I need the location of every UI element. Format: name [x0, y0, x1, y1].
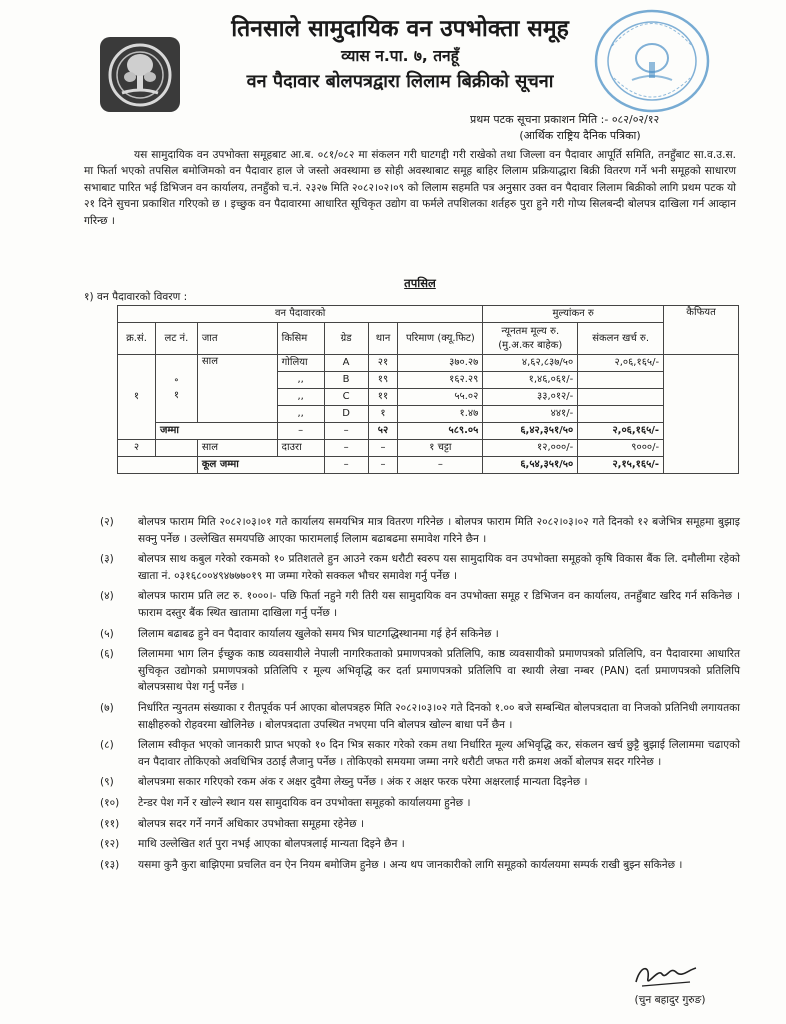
signer-name: (चुन बहादुर गुरुङ) [634, 994, 706, 1006]
row-volume-cell: १ चट्टा [398, 440, 483, 457]
col-pieces-header: थान [368, 323, 398, 355]
condition-text: बोलपत्र साथ कबुल गरेको रकमको १० प्रतिशतले हुन आउने रकम धरौटी स्वरुप यस सामुदायिक वन उपभोक्ता समूहको कृषि विकास बैंक लि. दमौलीमा रहेको खाता नं. ०३१६८००४९४७७७०१९ मा जम्मा गरेको सक्कल भौचर समावेश गर्नु पर्नेछ । [138, 553, 740, 582]
list-item [100, 646, 740, 696]
condition-number: (२) [100, 516, 114, 528]
row-type-cell: ,, [277, 406, 324, 423]
lot-number: १ [173, 389, 180, 401]
lot-mark: ॰ [174, 375, 179, 387]
row-minprice-cell: १,४६,०६१/- [483, 372, 578, 389]
row-type-cell: ,, [277, 389, 324, 406]
forest-product-table [117, 305, 739, 474]
subtotal-type: – [277, 423, 324, 440]
condition-text: टेन्डर पेश गर्ने र खोल्ने स्थान यस सामुदायिक वन उपभोक्ता समूहको कार्यालयमा हुनेछ । [138, 796, 471, 809]
table-column-header-row [118, 323, 739, 355]
row-sn-cell: २ [118, 440, 156, 457]
list-item [100, 795, 740, 812]
condition-text: बोलपत्र सदर गर्ने नगर्ने अधिकार उपभोक्ता समूहमा रहेनेछ । [138, 817, 364, 830]
condition-text: यसमा कुनै कुरा बाझिएमा प्रचलित वन ऐन नियम बमोजिम हुनेछ । अन्य थप जानकारीको लागि समूहको कार्यलयमा सम्पर्क राखी बुझ्न सकिनेछ । [138, 858, 683, 871]
list-item [100, 626, 740, 643]
official-seal-stamp [592, 6, 712, 116]
row-minprice-cell: ४,६२,८३७/५० [483, 355, 578, 372]
subtotal-grade: – [324, 423, 368, 440]
organization-title: तिनसाले सामुदायिक वन उपभोक्ता समूह [231, 16, 569, 42]
col-grade-header: ग्रेड [324, 323, 368, 355]
condition-text: बोलपत्र फाराम मिति २०८२।०३।०१ गते कार्यालय समयभित्र मात्र वितरण गरिनेछ । बोलपत्र फाराम मिति २०८२।०३।०२ गते दिनको १२ बजेभित्र समूहमा बुझाइ सक्नु पर्नेछ । उल्लेखित समयपछि आएका फारामलाई लिलाम बढाबढमा समावेश गरिने छैन । [138, 516, 740, 545]
publication-paper: (आर्थिक राष्ट्रिय दैनिक पत्रिका) [519, 129, 641, 142]
col-type-header: किसिम [277, 323, 324, 355]
row-pieces-cell: – [368, 440, 398, 457]
condition-text: बोलपत्रमा सकार गरिएको रकम अंक र अक्षर दुवैमा लेख्नु पर्नेछ । अंक र अक्षर फरक परेमा अक्षरलाई मान्यता दिइनेछ । [138, 776, 588, 789]
row-grade-cell: C [324, 389, 368, 406]
row-type-cell: ,, [277, 372, 324, 389]
grand-total-pieces: – [368, 457, 398, 474]
grand-total-volume: – [398, 457, 483, 474]
table-row [118, 355, 739, 372]
organization-logo [100, 37, 180, 112]
condition-text: निर्धारित न्युनतम संख्याका र रीतपूर्वक पर्न आएका बोलपत्रहरु मिति २०८२।०३।०२ गते दिनको १.०० बजे सम्बन्धित बोलपत्रदाता वा निजको प्रतिनिधी लगायतका साक्षीहरुको रोहवरमा खोलिनेछ । बोलपत्रदाता उपस्थित नभएमा पनि बोलपत्र खोल्न बाधा पर्ने छैन । [138, 701, 740, 731]
subtotal-minprice: ६,४२,३५१/५० [483, 423, 578, 440]
row-type-cell: दाउरा [277, 440, 324, 457]
condition-number: (१२) [100, 838, 120, 851]
group-value-header: मुल्यांकन रु [483, 306, 664, 323]
list-item [100, 836, 740, 853]
col-lot-header: लट नं. [155, 323, 197, 355]
condition-number: (११) [100, 817, 120, 830]
row-minprice-cell: ४४१/- [483, 406, 578, 423]
condition-text: लिलाम स्वीकृत भएको जानकारी प्राप्त भएको १० दिन भित्र सकार गरेको रकम तथा निर्धारित मूल्य अभिवृद्धि कर, संकलन खर्च छुट्टै बुझाई लिलाममा चढाएको वन पैदावार तोकिएको अवधिभित्र उठाई लैजानु पर्नेछ । तोकिएको समयमा जम्मा नगरे धरौटी जफत गरी क्रमश अर्को बोलपत्र सदर गरिनेछ । [138, 739, 740, 768]
condition-number: (९) [100, 776, 114, 789]
condition-number: (१३) [100, 858, 120, 871]
grand-total-spacer [118, 457, 198, 474]
table-row [118, 440, 739, 457]
condition-text: बोलपत्र फाराम प्रति लट रु. १०००।- पछि फिर्ता नहुने गरी तिरी यस सामुदायिक वन उपभोक्ता समूह र डिभिजन वन कार्यालय, तनहुँबाट खरिद गर्न सकिनेछ । फाराम दस्तुर बैंक स्थित खातामा दाखिला गर्नु पर्नेछ । [138, 590, 740, 619]
row-collection-cell [578, 406, 664, 423]
condition-number: (३) [100, 553, 114, 566]
grand-total-label: कूल जम्मा [197, 457, 324, 474]
row-minprice-cell: ३३,०१२/- [483, 389, 578, 406]
row-minprice-cell: १२,०००/- [483, 440, 578, 457]
list-item [100, 857, 740, 874]
row-volume-cell: १.४७ [398, 406, 483, 423]
grand-total-minprice: ६,५४,३५१/५० [483, 457, 578, 474]
list-item [100, 588, 740, 621]
row-pieces-cell: १९ [368, 372, 398, 389]
condition-number: (६) [100, 648, 114, 661]
table-group-header-row [118, 306, 739, 323]
col-collection-header: संकलन खर्च रु. [578, 323, 664, 355]
condition-number: (५) [100, 627, 114, 640]
row-type-cell: गोलिया [277, 355, 324, 372]
row-pieces-cell: १ [368, 406, 398, 423]
condition-number: (४) [100, 590, 114, 603]
row-volume-cell: १६२.२९ [398, 372, 483, 389]
row-collection-cell: ९०००/- [578, 440, 664, 457]
grand-total-row [118, 457, 739, 474]
row-collection-cell [578, 389, 664, 406]
row-sn-cell: १ [118, 355, 156, 440]
row-collection-cell: २,०६,१६५/- [578, 355, 664, 372]
row-pieces-cell: २१ [368, 355, 398, 372]
condition-number: (८) [100, 739, 114, 752]
col-volume-header: परिमाण (क्यू.फिट) [398, 323, 483, 355]
row-grade-cell: – [324, 440, 368, 457]
publication-date: प्रथम पटक सूचना प्रकाशन मिति :- ०८२/०२/१२ [470, 113, 660, 126]
condition-text: लिलाममा भाग लिन ईच्छुक काष्ठ व्यवसायीले नेपाली नागरिकताको प्रमाणपत्रको प्रतिलिपि, काष्ठ व्यवसायीको प्रमाणपत्रको प्रतिलिपि, वन पैदावारमा आधारित सुचिकृत उद्योगको प्रमाणपत्रको प्रतिलिपि र मूल्य अभिवृद्धि कर दर्ता प्रमाणपत्रको प्रतिलिपि वा स्थायी लेखा नम्बर (PAN) दर्ता प्रमाणपत्रको प्रतिलिपि बोलपत्रसाथ पेश गर्नु पर्नेछ । [138, 648, 740, 694]
condition-number: (१०) [100, 796, 120, 809]
row-collection-cell [578, 372, 664, 389]
condition-number: (७) [100, 701, 114, 714]
condition-text: लिलाम बढाबढ हुने वन पैदावार कार्यालय खुलेको समय भित्र घाटगद्धिस्थानमा गई हेर्न सकिनेछ । [138, 627, 499, 640]
row-species-cell: साल [197, 355, 277, 423]
row-grade-cell: A [324, 355, 368, 372]
row-species-cell: साल [197, 440, 277, 457]
remarks-cell [664, 355, 739, 474]
conditions-list [100, 514, 740, 877]
row-grade-cell: B [324, 372, 368, 389]
col-sn-header: क्र.सं. [118, 323, 156, 355]
subtotal-label: जम्मा [155, 423, 277, 440]
row-volume-cell: ५५.०२ [398, 389, 483, 406]
section-1-label: १) वन पैदावारको विवरण : [84, 291, 188, 303]
signature [630, 958, 700, 992]
list-item [100, 700, 740, 733]
subtotal-pieces: ५२ [368, 423, 398, 440]
notice-title: वन पैदावार बोलपत्रद्वारा लिलाम बिक्रीको सूचना [246, 71, 554, 92]
intro-paragraph: यस सामुदायिक वन उपभोक्ता समूहबाट आ.ब. ०८१/०८२ मा संकलन गरी घाटगद्दी गरी राखेको तथा जिल्ला वन पैदावार आपूर्ति समिति, तनहुँबाट सा.व.उ.स. मा फिर्ता भएको तपसिल बमोजिमको वन पैदावार हाल जे जस्तो अवस्थामा छ सोही अवस्थाबाट समूह बाहिर लिलाम प्रक्रियाद्धारा बिक्री वितरण गर्ने भनी समूहको साधारण सभाबाट पारित भई डिभिजन वन कार्यालय, तनहुँको च.नं. २३२७ मिति २०८२।०२।०९ को लिलाम सहमति पत्र अनुसार उक्त वन पैदावार लिलाम बिक्रीको लागि प्रथम पटक यो २१ दिने सुचना प्रकाशित गरिएको छ । इच्छुक वन पैदावारमा आधारित सूचिकृत उद्योग वा फर्मले तपशिलका शर्तहरु पुरा हुने गरी गोप्य सिलबन्दी बोलपत्र दाखिला गर्न आव्हान गरिन्छ । [84, 149, 736, 227]
row-lot-cell [155, 355, 197, 423]
subtotal-collection: २,०६,१६५/- [578, 423, 664, 440]
grand-total-collection: २,१५,१६५/- [578, 457, 664, 474]
grand-total-grade: – [324, 457, 368, 474]
row-grade-cell: D [324, 406, 368, 423]
row-lot-cell [155, 440, 197, 457]
organization-address: व्यास न.पा. ७, तनहूँ [341, 47, 459, 65]
subtotal-volume: ५८९.०५ [398, 423, 483, 440]
group-forest-header: वन पैदावारको [118, 306, 483, 323]
row-pieces-cell: ११ [368, 389, 398, 406]
list-item [100, 551, 740, 584]
row-volume-cell: ३७०.२७ [398, 355, 483, 372]
remarks-header: कैफियत [664, 306, 739, 355]
condition-text: माथि उल्लेखित शर्त पुरा नभई आएका बोलपत्रलाई मान्यता दिइने छैन । [138, 838, 405, 851]
list-item [100, 774, 740, 791]
list-item [100, 816, 740, 833]
list-item [100, 514, 740, 547]
col-species-header: जात [197, 323, 277, 355]
tapsil-heading: तपसिल [404, 276, 436, 290]
col-minprice-header: न्यूनतम मूल्य रु. (मु.अ.कर बाहेक) [483, 323, 578, 355]
list-item [100, 737, 740, 770]
subtotal-row [118, 423, 739, 440]
